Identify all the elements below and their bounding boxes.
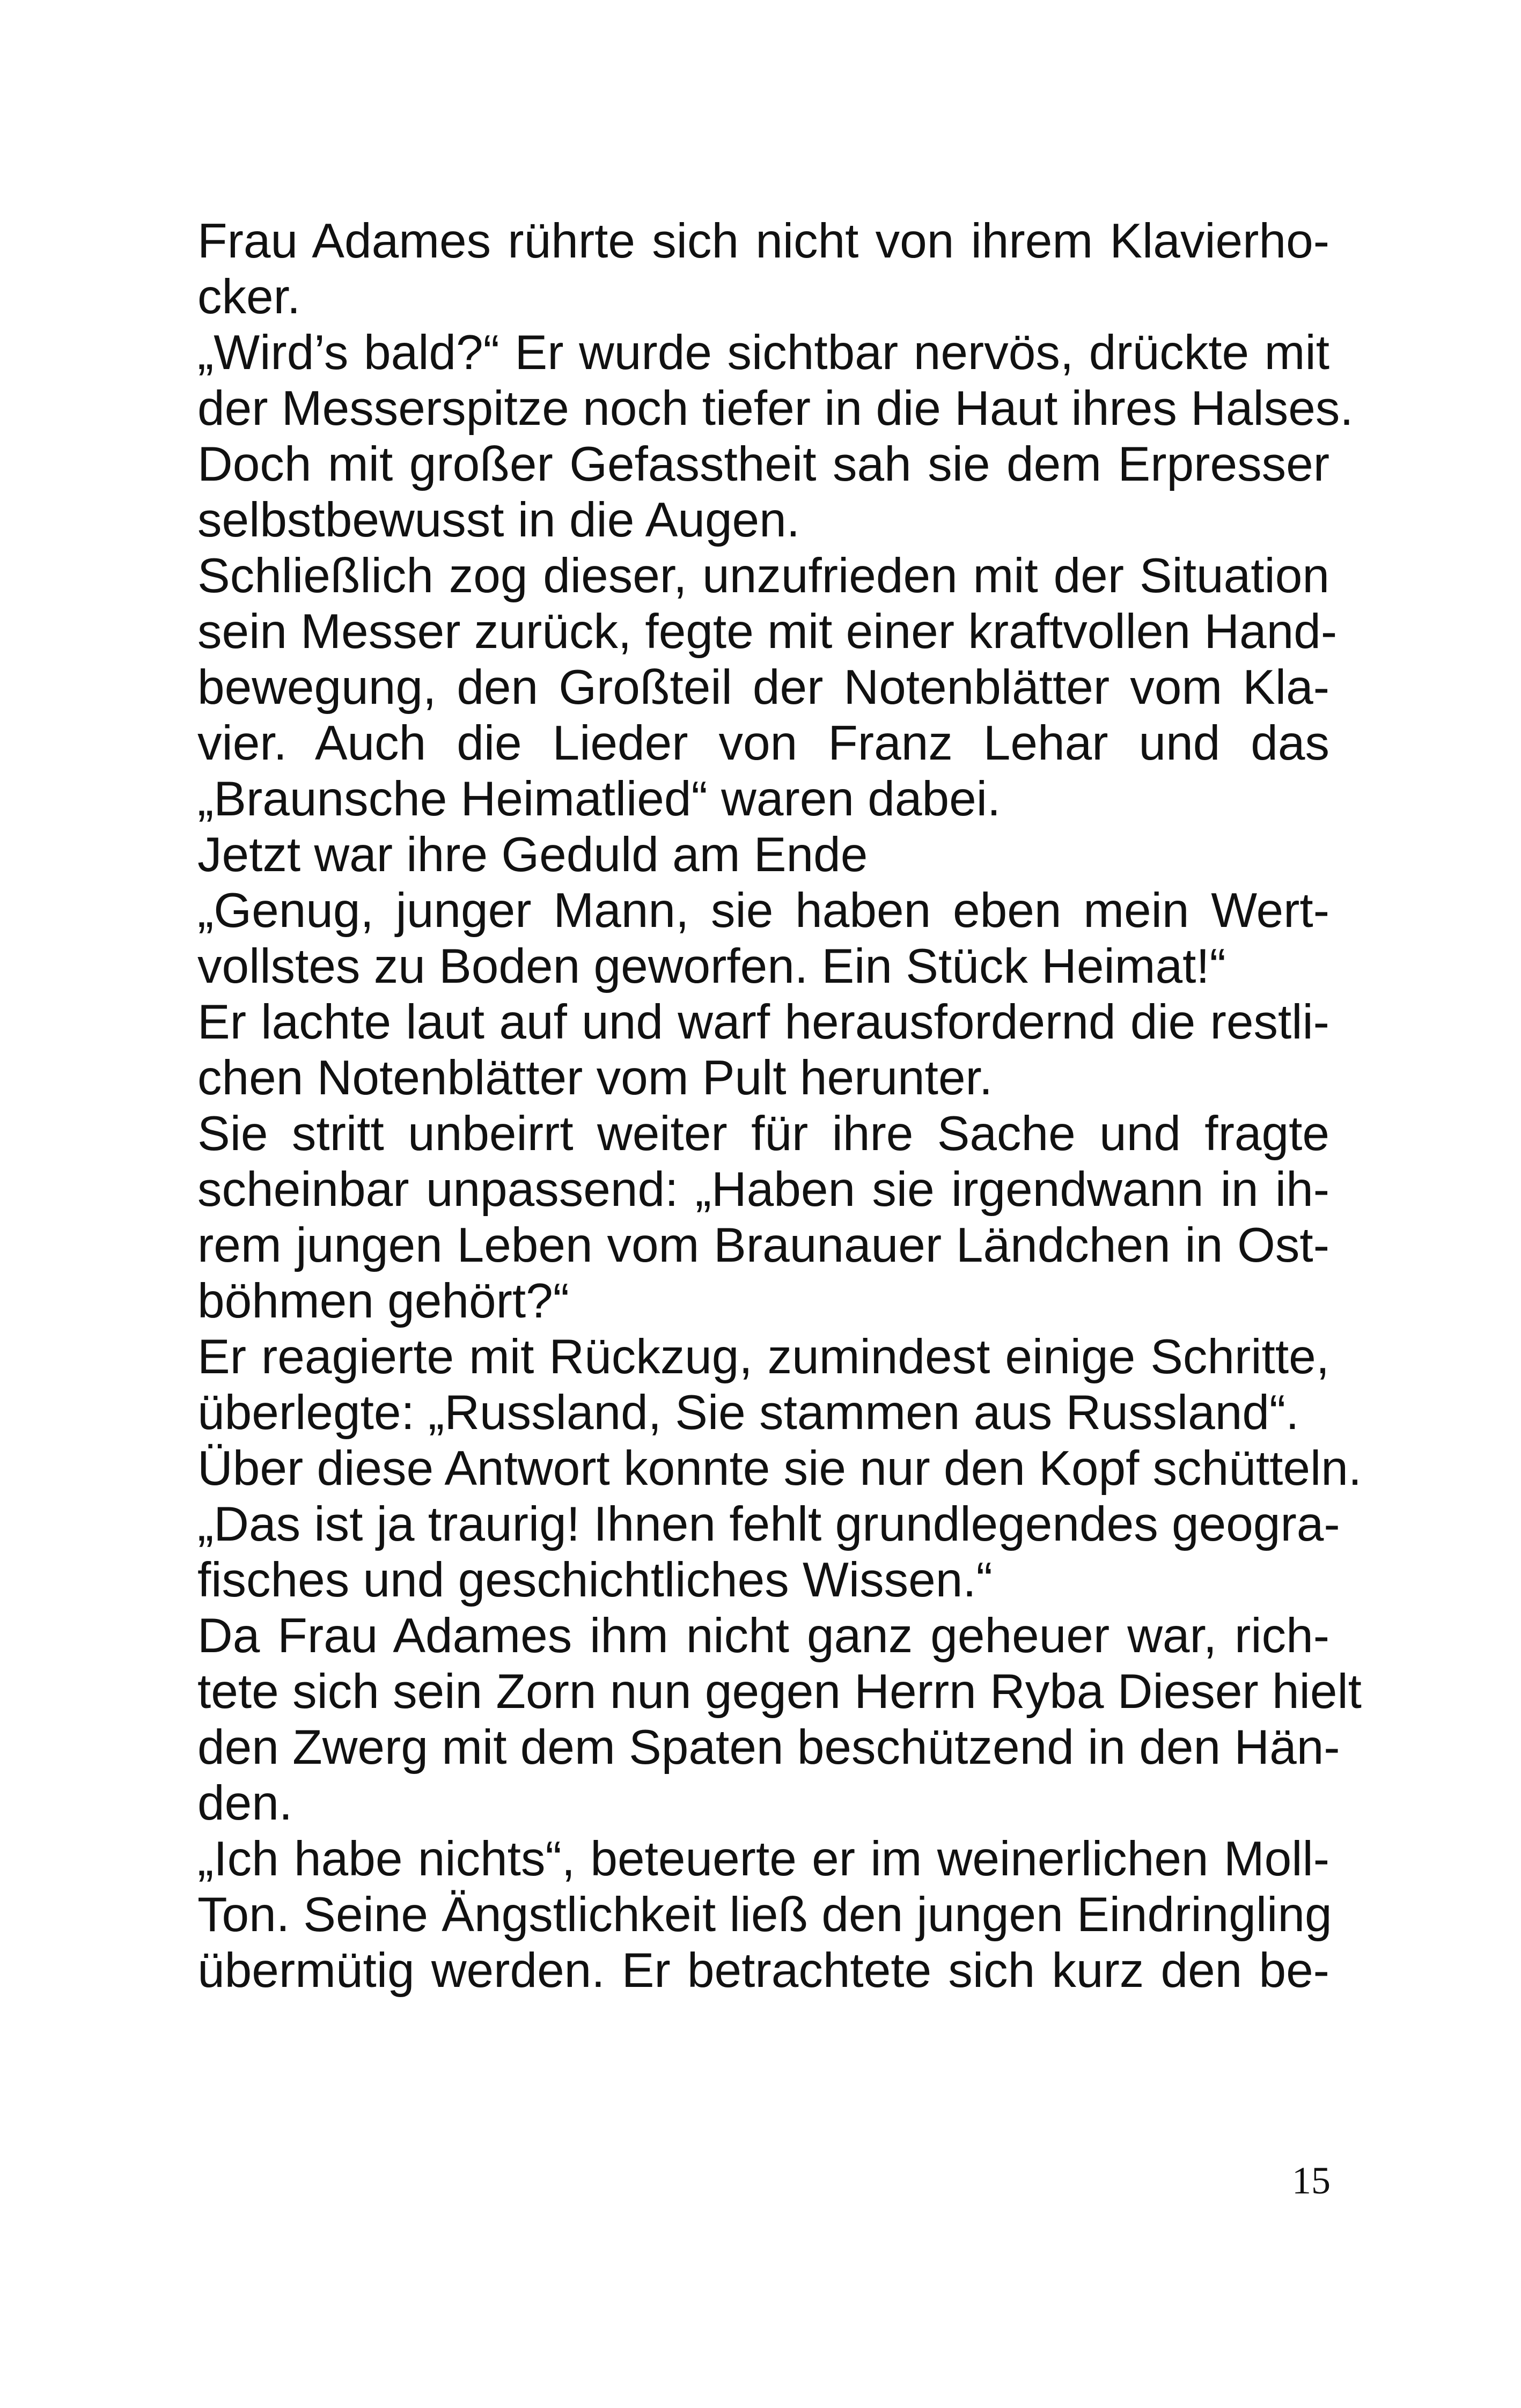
text-line: „Genug, junger Mann, sie haben eben mein Wert- [197, 883, 1329, 938]
text-line: rem jungen Leben vom Braunauer Ländchen in Ost- [197, 1218, 1329, 1272]
text-line: den. [197, 1776, 293, 1830]
text-line: sein Messer zurück, fegte mit einer kraftvollen Hand- [197, 605, 1338, 659]
text-line: Doch mit großer Gefasstheit sah sie dem Erpresser [197, 437, 1329, 491]
text-line: Sie stritt unbeirrt weiter für ihre Sache und fragte [197, 1107, 1329, 1161]
text-line: Jetzt war ihre Geduld am Ende [197, 828, 868, 882]
text-line: bewegung, den Großteil der Notenblätter vom Kla- [197, 660, 1329, 715]
text-line: böhmen gehört?“ [197, 1274, 570, 1328]
text-line: Da Frau Adames ihm nicht ganz geheuer war, rich- [197, 1609, 1329, 1663]
text-line: vollstes zu Boden geworfen. Ein Stück Heimat!“ [197, 939, 1226, 993]
text-line: Er lachte laut auf und warf herausfordernd die restli- [197, 995, 1329, 1049]
text-line: chen Notenblätter vom Pult herunter. [197, 1051, 993, 1105]
text-line: fisches und geschichtliches Wissen.“ [197, 1553, 993, 1607]
text-line: den Zwerg mit dem Spaten beschützend in den Hän- [197, 1720, 1340, 1774]
text-line: überlegte: „Russland, Sie stammen aus Russland“. [197, 1386, 1299, 1440]
text-line: scheinbar unpassend: „Haben sie irgendwann in ih- [197, 1162, 1329, 1217]
text-line: „Das ist ja traurig! Ihnen fehlt grundlegendes geogra- [197, 1497, 1340, 1551]
text-line: cker. [197, 270, 301, 324]
text-line: Er reagierte mit Rückzug, zumindest einige Schritte, [197, 1330, 1329, 1384]
text-line: tete sich sein Zorn nun gegen Herrn Ryba Dieser hielt [197, 1665, 1362, 1719]
text-line: übermütig werden. Er betrachtete sich kurz den be- [197, 1943, 1329, 1998]
text-line: vier. Auch die Lieder von Franz Lehar und das [197, 716, 1329, 770]
text-line: der Messerspitze noch tiefer in die Haut ihres Halses. [197, 381, 1354, 436]
text-line: Frau Adames rührte sich nicht von ihrem Klavierho- [197, 214, 1329, 268]
page-number: 15 [1292, 2159, 1331, 2202]
text-line: Schließlich zog dieser, unzufrieden mit der Situation [197, 549, 1329, 603]
body-text [197, 213, 1362, 1999]
text-line: „Braunsche Heimatlied“ waren dabei. [197, 772, 1001, 826]
text-line: selbstbewusst in die Augen. [197, 493, 800, 547]
text-line: Ton. Seine Ängstlichkeit ließ den jungen Eindringling [197, 1888, 1332, 1942]
text-line: Über diese Antwort konnte sie nur den Kopf schütteln. [197, 1441, 1362, 1496]
text-line: „Ich habe nichts“, beteuerte er im weinerlichen Moll- [197, 1832, 1329, 1886]
text-line: „Wird’s bald?“ Er wurde sichtbar nervös, drückte mit [197, 326, 1329, 380]
